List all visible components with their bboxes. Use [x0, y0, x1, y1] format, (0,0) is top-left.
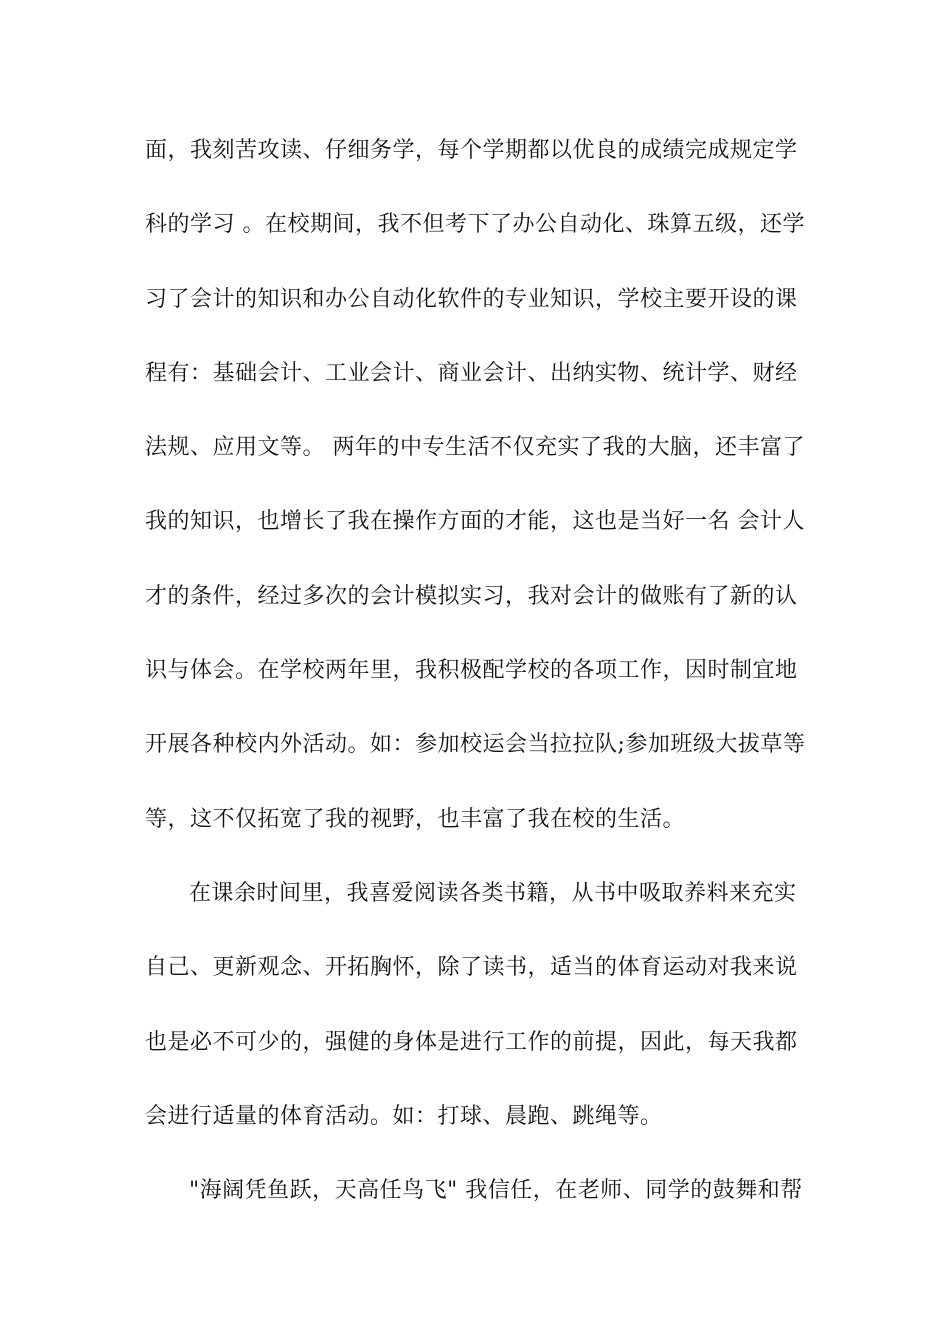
text-line: 自己、更新观念、开拓胸怀，除了读书，适当的体育运动对我来说: [145, 955, 798, 980]
text-line: 等，这不仅拓宽了我的视野，也丰富了我在校的生活。: [145, 807, 686, 832]
text-line: 程有：基础会计、工业会计、商业会计、出纳实物、统计学、财经: [145, 361, 798, 386]
text-line: 才的条件，经过多次的会计模拟实习，我对会计的做账有了新的认: [145, 584, 798, 609]
text-line: 面，我刻苦攻读、仔细务学，每个学期都以优良的成绩完成规定学: [145, 138, 798, 163]
text-line: 法规、应用文等。 两年的中专生活不仅充实了我的大脑，还丰富了: [145, 435, 805, 460]
paragraph-first-line: "海阔凭鱼跃，天高任鸟飞" 我信任，在老师、同学的鼓舞和帮: [189, 1178, 803, 1203]
text-line: 也是必不可少的，强健的身体是进行工作的前提，因此，每天我都: [145, 1030, 798, 1055]
text-line: 识与体会。在学校两年里，我积极配学校的各项工作，因时制宜地: [145, 658, 798, 683]
text-line: 会进行适量的体育活动。如：打球、晨跑、跳绳等。: [145, 1104, 663, 1129]
text-line: 习了会计的知识和办公自动化软件的专业知识，学校主要开设的课: [145, 287, 798, 312]
text-line: 我的知识，也增长了我在操作方面的才能，这也是当好一名 会计人: [145, 509, 805, 534]
paragraph-first-line: 在课余时间里，我喜爱阅读各类书籍，从书中吸取养料来充实: [189, 881, 797, 906]
text-line: 科的学习 。在校期间，我不但考下了办公自动化、珠算五级，还学: [145, 212, 805, 237]
text-line: 开展各种校内外活动。如：参加校运会当拉拉队;参加班级大拔草等: [145, 732, 806, 757]
